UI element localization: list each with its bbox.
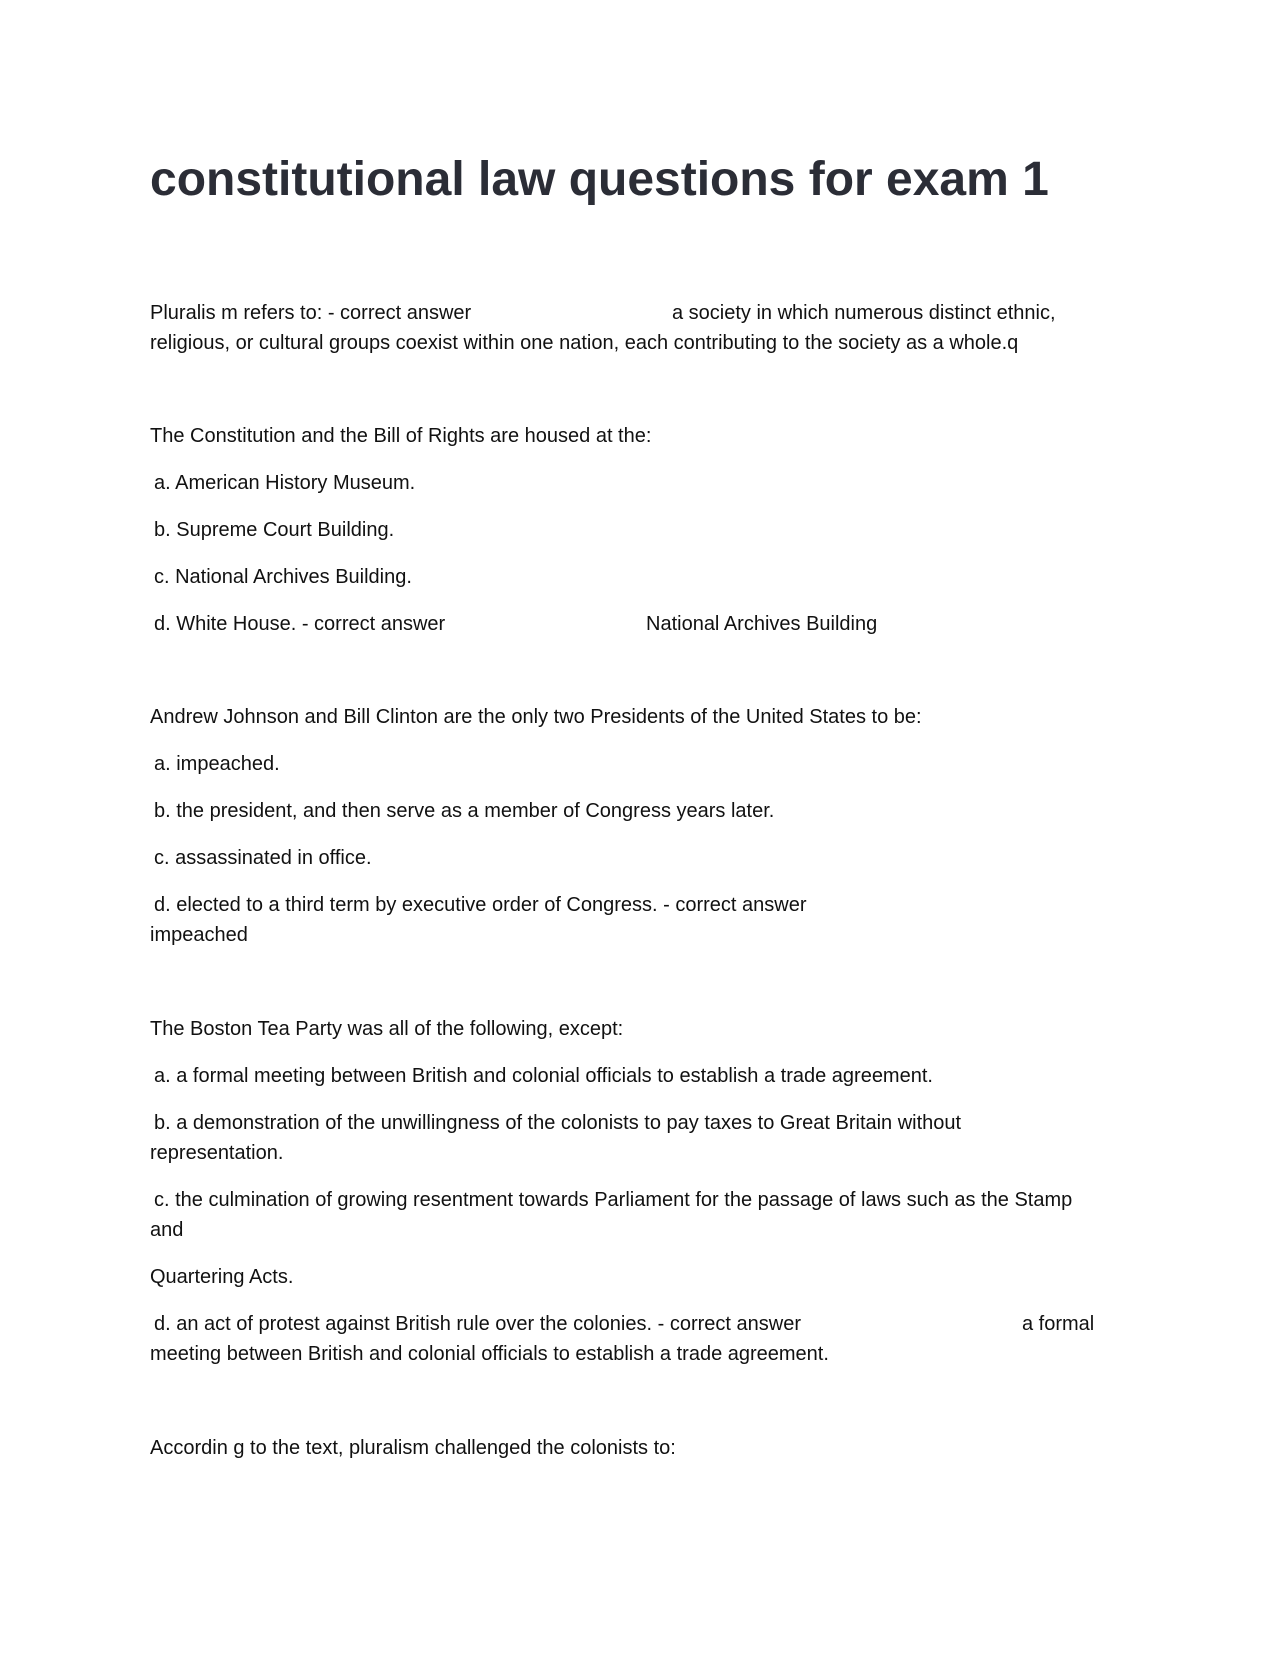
question-2-text: The Constitution and the Bill of Rights are housed at the: (150, 425, 652, 447)
question-2-option-d: d. White House. - correct answer (154, 613, 446, 635)
question-3-option-a: a. impeached. (154, 753, 280, 775)
question-2-option-c: c. National Archives Building. (154, 566, 412, 588)
question-3-option-b: b. the president, and then serve as a member of Congress years later. (154, 800, 775, 822)
question-3-text: Andrew Johnson and Bill Clinton are the only two Presidents of the United States to be: (150, 706, 922, 728)
question-1-text: Pluralis m refers to: - correct answer (150, 302, 472, 324)
question-4-option-c: c. the culmination of growing resentment towards Parliament for the passage of laws such as the Stamp (154, 1189, 1073, 1211)
question-3-option-d: d. elected to a third term by executive order of Congress. - correct answer (154, 894, 807, 916)
question-2-option-b: b. Supreme Court Building. (154, 519, 395, 541)
question-1-answer: a society in which numerous distinct ethnic, (672, 302, 1056, 324)
question-4-option-c-continued: and (150, 1219, 184, 1241)
question-4-answer: a formal (1022, 1313, 1095, 1335)
page-title: constitutional law questions for exam 1 (150, 153, 1049, 206)
question-4-option-b: b. a demonstration of the unwillingness of the colonists to pay taxes to Great Britain without (154, 1112, 962, 1134)
question-3-answer: impeached (150, 924, 248, 946)
question-3-option-c: c. assassinated in office. (154, 847, 372, 869)
question-4-text: The Boston Tea Party was all of the following, except: (150, 1018, 624, 1040)
question-4-option-c-continued-2: Quartering Acts. (150, 1266, 294, 1288)
question-4-option-b-continued: representation. (150, 1142, 284, 1164)
question-4-option-a: a. a formal meeting between British and colonial officials to establish a trade agreement. (154, 1065, 933, 1087)
question-2-option-a: a. American History Museum. (154, 472, 416, 494)
question-4-option-d: d. an act of protest against British rule over the colonies. - correct answer (154, 1313, 801, 1335)
question-1-answer-continued: religious, or cultural groups coexist within one nation, each contributing to the society as a whole.q (150, 332, 1019, 354)
question-2-answer: National Archives Building (646, 613, 878, 635)
question-5-text: Accordin g to the text, pluralism challenged the colonists to: (150, 1437, 676, 1459)
question-4-answer-continued: meeting between British and colonial officials to establish a trade agreement. (150, 1343, 829, 1365)
